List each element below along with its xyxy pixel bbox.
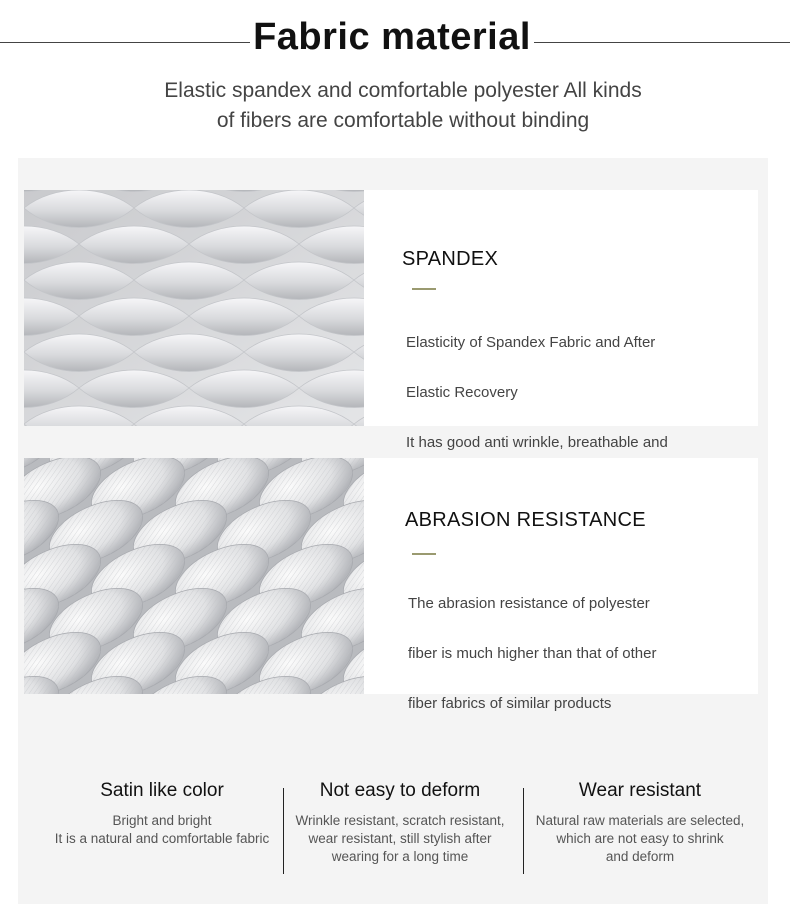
feature-wear-title: Wear resistant <box>578 780 702 801</box>
abrasion-title: ABRASION RESISTANCE <box>405 509 646 531</box>
feature-satin-title: Satin like color <box>100 780 224 801</box>
feature-deform-line-2: wear resistant, still stylish after <box>308 831 492 846</box>
page-subtitle <box>0 76 790 136</box>
spandex-accent-line <box>412 288 436 290</box>
feature-wear-text <box>520 812 760 866</box>
abrasion-line-3: fiber fabrics of similar products <box>408 695 612 712</box>
feature-wear-line-3: and deform <box>605 849 675 864</box>
abrasion-card <box>24 458 758 712</box>
feature-satin-line-1: Bright and bright <box>112 813 212 828</box>
spandex-line-3: It has good anti wrinkle, breathable and <box>406 434 668 451</box>
feature-wear <box>520 780 760 866</box>
feature-deform <box>280 780 520 866</box>
abrasion-accent-line <box>412 553 436 555</box>
header <box>0 14 790 70</box>
abrasion-description <box>408 566 656 741</box>
subtitle-line-1: Elastic spandex and comfortable polyester All kinds <box>164 79 642 102</box>
feature-row <box>18 780 768 890</box>
title-rule-right <box>534 42 790 43</box>
spandex-line-2: Elastic Recovery <box>406 384 518 401</box>
feature-wear-line-1: Natural raw materials are selected, <box>535 813 745 828</box>
page-title: Fabric material <box>253 16 531 58</box>
subtitle-line-2: of fibers are comfortable without binding <box>216 109 590 132</box>
abrasion-line-1: The abrasion resistance of polyester <box>408 595 650 612</box>
abrasion-fabric-image <box>24 458 364 694</box>
spandex-fabric-image <box>24 190 364 426</box>
spandex-card <box>24 190 758 451</box>
feature-satin <box>42 780 282 848</box>
abrasion-line-2: fiber is much higher than that of other <box>408 645 657 662</box>
feature-wear-line-2: which are not easy to shrink <box>556 831 724 846</box>
feature-deform-line-1: Wrinkle resistant, scratch resistant, <box>295 813 505 828</box>
feature-deform-title: Not easy to deform <box>319 780 481 801</box>
feature-deform-line-3: wearing for a long time <box>331 849 469 864</box>
feature-satin-line-2: It is a natural and comfortable fabric <box>54 831 270 846</box>
title-rule-left <box>0 42 250 43</box>
feature-satin-text <box>42 812 282 848</box>
spandex-line-1: Elasticity of Spandex Fabric and After <box>406 334 656 351</box>
feature-deform-text <box>280 812 520 866</box>
spandex-title: SPANDEX <box>402 248 499 270</box>
